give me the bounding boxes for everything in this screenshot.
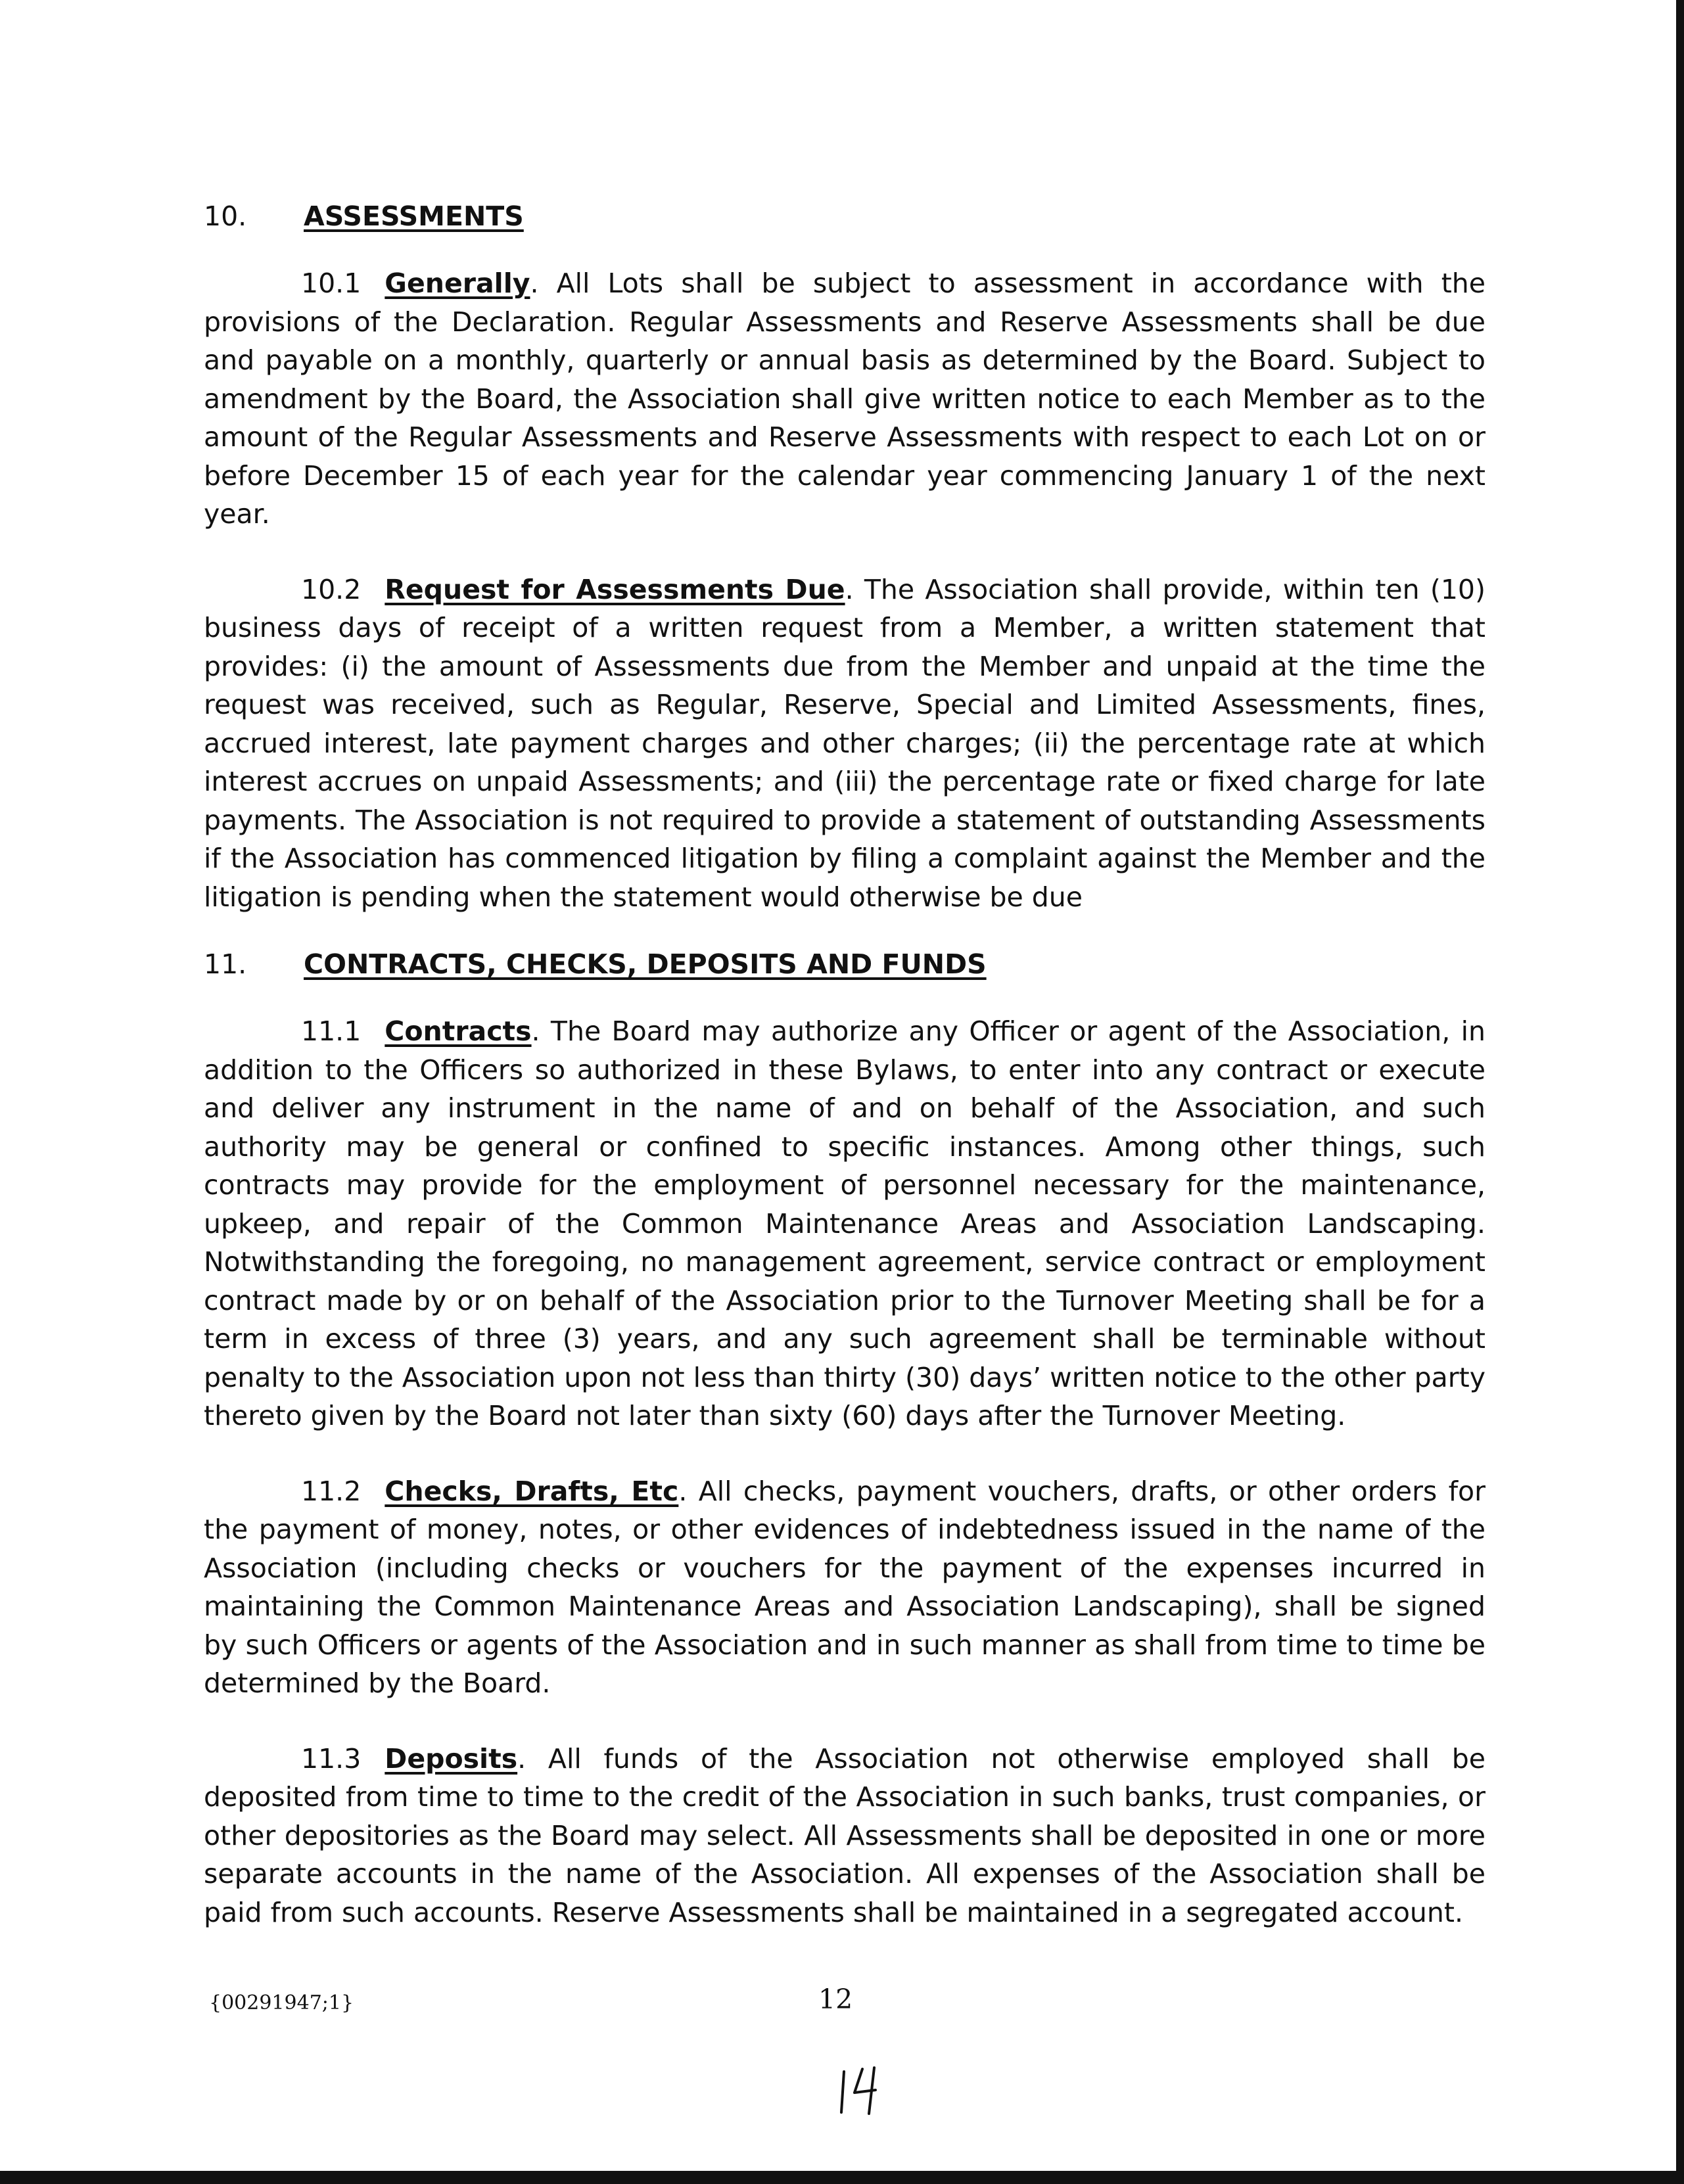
paragraph-title: Request for Assessments Due [385,573,845,605]
paragraph-11-3 [204,1740,1485,1932]
section-heading-10 [204,197,1485,235]
paragraph-title: Generally [385,267,530,299]
paragraph-number: 10.1 [301,267,362,299]
paragraph-text: . The Board may authorize any Officer or agent of the Association, in addition to the Officers so authorized in these Bylaws, to enter into any contract or execute and deliver any instrument in the name of and on behalf of the Association, and such authority may be general or confined to specific instances. Among other things, such contracts may provide for the employment of personnel necessary for the maintenance, upkeep, and repair of the Common Maintenance Areas and Association Landscaping. Notwithstanding the foregoing, no management agreement, service contract or employment contract made by or on behalf of the Association prior to the Turnover Meeting shall be for a term in excess of three (3) years, and any such agreement shall be terminable without penalty to the Association upon not less than thirty (30) days’ written notice to the other party thereto given by the Board not later than sixty (60) days after the Turnover Meeting. [204,1015,1485,1431]
paragraph-number: 10.2 [301,573,362,605]
section-title: CONTRACTS, CHECKS, DEPOSITS AND FUNDS [304,948,987,980]
paragraph-number: 11.3 [301,1742,362,1775]
paragraph-10-1 [204,264,1485,534]
paragraph-text: . All checks, payment vouchers, drafts, or other orders for the payment of money, notes, or other evidences of indebtedness issued in the name of the Association (including checks or vouchers for the payment of the expenses incurred in maintaining the Common Maintenance Areas and Association Landscaping), shall be signed by such Officers or agents of the Association and in such manner as shall from time to time be determined by the Board. [204,1475,1485,1699]
paragraph-text: . The Association shall provide, within ten (10) business days of receipt of a written request from a Member, a written statement that provides: (i) the amount of Assessments due from the Member and unpaid at the time the request was received, such as Regular, Reserve, Special and Limited Assessments, fines, accrued interest, late payment charges and other charges; (ii) the percentage rate at which interest accrues on unpaid Assessments; and (iii) the percentage rate or fixed charge for late payments. The Association is not required to provide a statement of outstanding Assessments if the Association has commenced litigation by filing a complaint against the Member and the litigation is pending when the statement would otherwise be due [204,573,1485,913]
paragraph-title: Deposits [385,1742,518,1775]
section-number: 11. [204,948,247,980]
section-title: ASSESSMENTS [304,200,524,232]
scan-edge-bottom [0,2171,1684,2184]
section-number: 10. [204,200,247,232]
handwritten-page-number [835,2064,894,2116]
paragraph-text: . All Lots shall be subject to assessment in accordance with the provisions of the Declaration. Regular Assessments and Reserve Assessments shall be due and payable on a monthly, quarterly or annual basis as determined by the Board. Subject to amendment by the Board, the Association shall give written notice to each Member as to the amount of the Regular Assessments and Reserve Assessments with respect to each Lot on or before December 15 of each year for the calendar year commencing January 1 of the next year. [204,267,1485,530]
section-heading-11 [204,945,1485,983]
paragraph-11-2 [204,1472,1485,1703]
paragraph-title: Checks, Drafts, Etc [385,1475,679,1507]
paragraph-11-1 [204,1012,1485,1435]
document-id: {00291947;1} [209,1991,354,2014]
paragraph-number: 11.2 [301,1475,362,1507]
scan-edge-right [1676,0,1684,2184]
page-number: 12 [818,1984,853,2015]
paragraph-title: Contracts [385,1015,532,1047]
paragraph-number: 11.1 [301,1015,362,1047]
paragraph-10-2 [204,570,1485,917]
paragraph-text: . All funds of the Association not otherwise employed shall be deposited from time to time to the credit of the Association in such banks, trust companies, or other depositories as the Board may select. All Assessments shall be deposited in one or more separate accounts in the name of the Association. All expenses of the Association shall be paid from such accounts. Reserve Assessments shall be maintained in a segregated account. [204,1742,1485,1928]
document-body [204,197,1485,1968]
